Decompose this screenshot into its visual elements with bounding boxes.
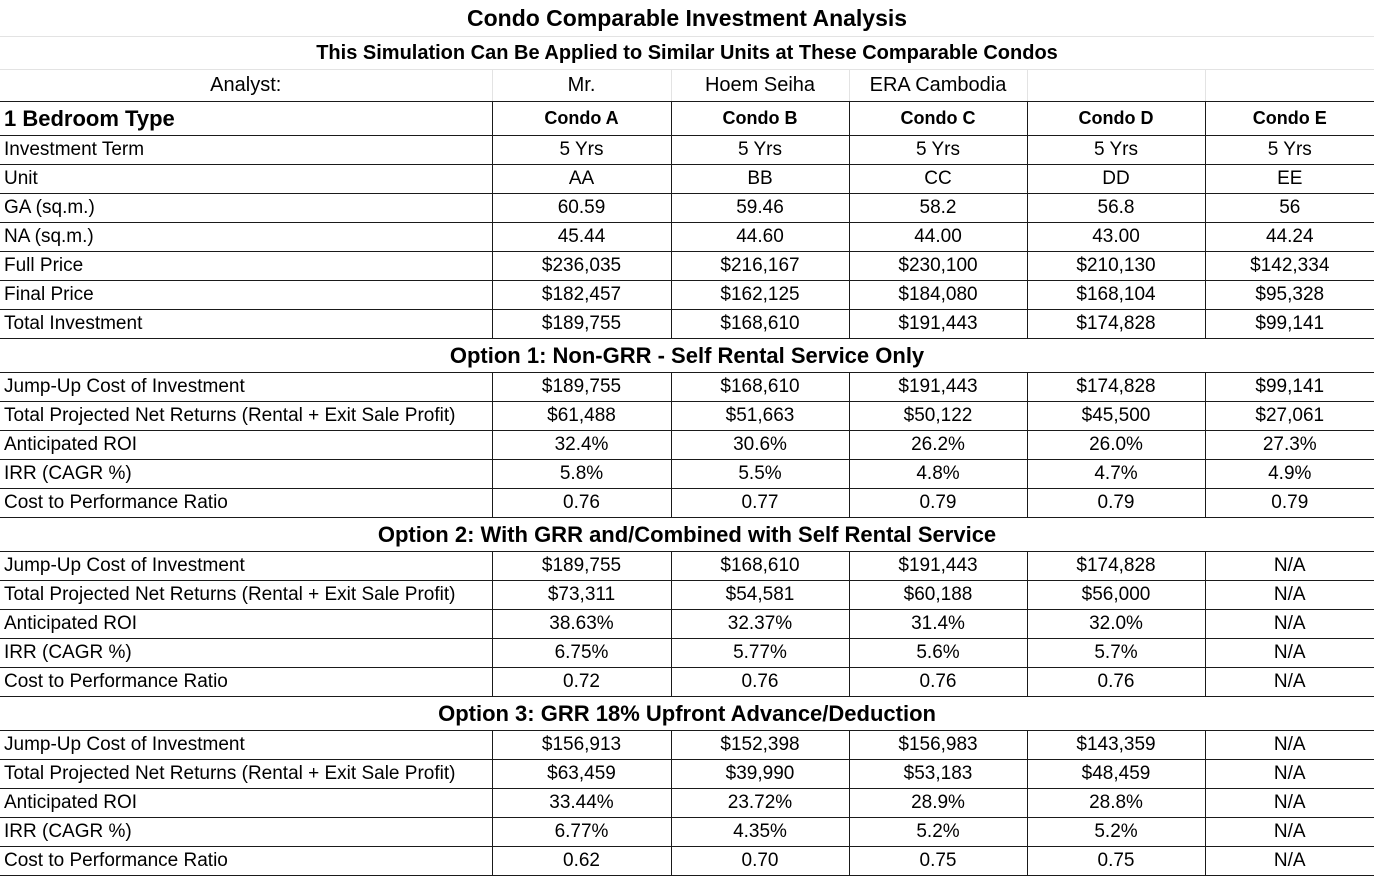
section-title[interactable]: Option 2: With GRR and/Combined with Self Rental Service (0, 518, 1374, 552)
table-row (0, 165, 1374, 194)
value-cell[interactable]: 0.79 (1027, 489, 1205, 518)
value-cell[interactable]: N/A (1205, 731, 1374, 760)
value-cell[interactable]: $191,443 (849, 310, 1027, 339)
value-cell[interactable]: 4.7% (1027, 460, 1205, 489)
row-label[interactable]: Jump-Up Cost of Investment (0, 731, 492, 760)
value-cell[interactable]: 26.0% (1027, 431, 1205, 460)
value-cell[interactable]: 0.79 (1205, 489, 1374, 518)
value-cell[interactable]: 44.60 (671, 223, 849, 252)
header-row (0, 102, 1374, 136)
value-cell[interactable]: $191,443 (849, 373, 1027, 402)
value-cell[interactable]: $156,913 (492, 731, 671, 760)
value-cell[interactable]: $56,000 (1027, 581, 1205, 610)
value-cell[interactable]: $216,167 (671, 252, 849, 281)
value-cell[interactable]: 28.8% (1027, 789, 1205, 818)
value-cell[interactable]: 4.9% (1205, 460, 1374, 489)
value-cell[interactable]: $73,311 (492, 581, 671, 610)
table-row (0, 760, 1374, 789)
value-cell[interactable]: $54,581 (671, 581, 849, 610)
row-label[interactable]: Total Investment (0, 310, 492, 339)
table-row (0, 731, 1374, 760)
value-cell[interactable]: 44.00 (849, 223, 1027, 252)
value-cell[interactable]: 23.72% (671, 789, 849, 818)
value-cell[interactable]: 0.70 (671, 847, 849, 876)
value-cell[interactable]: $174,828 (1027, 552, 1205, 581)
value-cell[interactable]: $27,061 (1205, 402, 1374, 431)
value-cell[interactable]: BB (671, 165, 849, 194)
row-label[interactable]: Cost to Performance Ratio (0, 668, 492, 697)
value-cell[interactable]: 0.72 (492, 668, 671, 697)
table-row (0, 581, 1374, 610)
row-label[interactable]: Investment Term (0, 136, 492, 165)
value-cell[interactable]: EE (1205, 165, 1374, 194)
row-label[interactable]: Jump-Up Cost of Investment (0, 552, 492, 581)
table-row (0, 431, 1374, 460)
value-cell[interactable]: $60,188 (849, 581, 1027, 610)
value-cell[interactable]: 0.76 (1027, 668, 1205, 697)
subtitle-row (0, 37, 1374, 70)
value-cell[interactable]: $174,828 (1027, 310, 1205, 339)
section-header-row (0, 518, 1374, 552)
value-cell[interactable]: 5.2% (849, 818, 1027, 847)
row-label[interactable]: Final Price (0, 281, 492, 310)
value-cell[interactable]: 31.4% (849, 610, 1027, 639)
value-cell[interactable]: AA (492, 165, 671, 194)
table-row (0, 847, 1374, 876)
value-cell[interactable]: 44.24 (1205, 223, 1374, 252)
empty-cell[interactable] (1205, 70, 1374, 102)
value-cell[interactable]: 0.77 (671, 489, 849, 518)
row-label[interactable]: IRR (CAGR %) (0, 460, 492, 489)
value-cell[interactable]: 58.2 (849, 194, 1027, 223)
table-row (0, 373, 1374, 402)
section-title[interactable]: Option 3: GRR 18% Upfront Advance/Deduction (0, 697, 1374, 731)
row-label[interactable]: Anticipated ROI (0, 789, 492, 818)
value-cell[interactable]: N/A (1205, 789, 1374, 818)
value-cell[interactable]: 6.77% (492, 818, 671, 847)
empty-cell[interactable] (1027, 70, 1205, 102)
value-cell[interactable]: $48,459 (1027, 760, 1205, 789)
value-cell[interactable]: 32.4% (492, 431, 671, 460)
value-cell[interactable]: $152,398 (671, 731, 849, 760)
value-cell[interactable]: N/A (1205, 552, 1374, 581)
table-row (0, 789, 1374, 818)
value-cell[interactable]: $99,141 (1205, 373, 1374, 402)
header-condo-d[interactable]: Condo D (1027, 102, 1205, 136)
sheet-subtitle[interactable]: This Simulation Can Be Applied to Similar Units at These Comparable Condos (0, 37, 1374, 70)
value-cell[interactable]: $99,141 (1205, 310, 1374, 339)
value-cell[interactable]: $168,610 (671, 310, 849, 339)
value-cell[interactable]: $174,828 (1027, 373, 1205, 402)
value-cell[interactable]: $189,755 (492, 310, 671, 339)
row-label[interactable]: Cost to Performance Ratio (0, 489, 492, 518)
row-label[interactable]: Total Projected Net Returns (Rental + Exit Sale Profit) (0, 402, 492, 431)
value-cell[interactable]: 30.6% (671, 431, 849, 460)
row-label[interactable]: Jump-Up Cost of Investment (0, 373, 492, 402)
analyst-company[interactable]: ERA Cambodia (849, 70, 1027, 102)
value-cell[interactable]: 5.5% (671, 460, 849, 489)
value-cell[interactable]: 26.2% (849, 431, 1027, 460)
section-header-row (0, 697, 1374, 731)
title-row (0, 0, 1374, 37)
value-cell[interactable]: 45.44 (492, 223, 671, 252)
value-cell[interactable]: 6.75% (492, 639, 671, 668)
value-cell[interactable]: $189,755 (492, 373, 671, 402)
value-cell[interactable]: 5 Yrs (1205, 136, 1374, 165)
value-cell[interactable]: DD (1027, 165, 1205, 194)
table-row (0, 194, 1374, 223)
sheet-title[interactable]: Condo Comparable Investment Analysis (0, 0, 1374, 37)
value-cell[interactable]: $95,328 (1205, 281, 1374, 310)
table-row (0, 552, 1374, 581)
row-label[interactable]: IRR (CAGR %) (0, 818, 492, 847)
value-cell[interactable]: 60.59 (492, 194, 671, 223)
value-cell[interactable]: $210,130 (1027, 252, 1205, 281)
value-cell[interactable]: 28.9% (849, 789, 1027, 818)
value-cell[interactable]: 0.79 (849, 489, 1027, 518)
value-cell[interactable]: 4.35% (671, 818, 849, 847)
row-label[interactable]: GA (sq.m.) (0, 194, 492, 223)
value-cell[interactable]: 56.8 (1027, 194, 1205, 223)
row-label[interactable]: Full Price (0, 252, 492, 281)
value-cell[interactable]: $50,122 (849, 402, 1027, 431)
table-row (0, 310, 1374, 339)
table-row (0, 223, 1374, 252)
value-cell[interactable]: 5.77% (671, 639, 849, 668)
table-row (0, 252, 1374, 281)
value-cell[interactable]: 0.76 (492, 489, 671, 518)
value-cell[interactable]: 0.62 (492, 847, 671, 876)
row-label[interactable]: NA (sq.m.) (0, 223, 492, 252)
value-cell[interactable]: $189,755 (492, 552, 671, 581)
table-row (0, 610, 1374, 639)
value-cell[interactable]: $162,125 (671, 281, 849, 310)
header-condo-e[interactable]: Condo E (1205, 102, 1374, 136)
value-cell[interactable]: 5 Yrs (1027, 136, 1205, 165)
value-cell[interactable]: $236,035 (492, 252, 671, 281)
value-cell[interactable]: CC (849, 165, 1027, 194)
analyst-row (0, 70, 1374, 102)
value-cell[interactable]: $63,459 (492, 760, 671, 789)
value-cell[interactable]: 0.76 (671, 668, 849, 697)
value-cell[interactable]: $51,663 (671, 402, 849, 431)
row-label[interactable]: Cost to Performance Ratio (0, 847, 492, 876)
analyst-title[interactable]: Mr. (492, 70, 671, 102)
value-cell[interactable]: N/A (1205, 847, 1374, 876)
header-condo-b[interactable]: Condo B (671, 102, 849, 136)
value-cell[interactable]: 38.63% (492, 610, 671, 639)
value-cell[interactable]: $168,610 (671, 373, 849, 402)
section-title[interactable]: Option 1: Non-GRR - Self Rental Service Only (0, 339, 1374, 373)
row-type-label[interactable]: 1 Bedroom Type (0, 102, 492, 136)
value-cell[interactable]: $61,488 (492, 402, 671, 431)
value-cell[interactable]: N/A (1205, 818, 1374, 847)
value-cell[interactable]: 5 Yrs (492, 136, 671, 165)
value-cell[interactable]: 4.8% (849, 460, 1027, 489)
value-cell[interactable]: $191,443 (849, 552, 1027, 581)
value-cell[interactable]: $182,457 (492, 281, 671, 310)
value-cell[interactable]: 0.75 (849, 847, 1027, 876)
value-cell[interactable]: $45,500 (1027, 402, 1205, 431)
table-row (0, 668, 1374, 697)
value-cell[interactable]: 5.8% (492, 460, 671, 489)
value-cell[interactable]: N/A (1205, 581, 1374, 610)
value-cell[interactable]: 5.7% (1027, 639, 1205, 668)
value-cell[interactable]: N/A (1205, 639, 1374, 668)
value-cell[interactable]: $142,334 (1205, 252, 1374, 281)
row-label[interactable]: IRR (CAGR %) (0, 639, 492, 668)
value-cell[interactable]: $168,104 (1027, 281, 1205, 310)
row-label[interactable]: Anticipated ROI (0, 431, 492, 460)
value-cell[interactable]: 27.3% (1205, 431, 1374, 460)
table-row (0, 136, 1374, 165)
value-cell[interactable]: $168,610 (671, 552, 849, 581)
value-cell[interactable]: $53,183 (849, 760, 1027, 789)
row-label[interactable]: Anticipated ROI (0, 610, 492, 639)
value-cell[interactable]: $230,100 (849, 252, 1027, 281)
value-cell[interactable]: 56 (1205, 194, 1374, 223)
header-condo-a[interactable]: Condo A (492, 102, 671, 136)
value-cell[interactable]: $143,359 (1027, 731, 1205, 760)
value-cell[interactable]: 5 Yrs (671, 136, 849, 165)
value-cell[interactable]: 0.76 (849, 668, 1027, 697)
row-label[interactable]: Unit (0, 165, 492, 194)
row-label[interactable]: Total Projected Net Returns (Rental + Exit Sale Profit) (0, 760, 492, 789)
value-cell[interactable]: 43.00 (1027, 223, 1205, 252)
value-cell[interactable]: N/A (1205, 760, 1374, 789)
table-row (0, 402, 1374, 431)
table-row (0, 489, 1374, 518)
table-row (0, 639, 1374, 668)
value-cell[interactable]: 33.44% (492, 789, 671, 818)
header-condo-c[interactable]: Condo C (849, 102, 1027, 136)
value-cell[interactable]: N/A (1205, 610, 1374, 639)
value-cell[interactable]: 32.37% (671, 610, 849, 639)
value-cell[interactable]: 32.0% (1027, 610, 1205, 639)
value-cell[interactable]: $156,983 (849, 731, 1027, 760)
value-cell[interactable]: 5.2% (1027, 818, 1205, 847)
value-cell[interactable]: 5 Yrs (849, 136, 1027, 165)
value-cell[interactable]: $184,080 (849, 281, 1027, 310)
value-cell[interactable]: 5.6% (849, 639, 1027, 668)
table-row (0, 818, 1374, 847)
row-label[interactable]: Total Projected Net Returns (Rental + Exit Sale Profit) (0, 581, 492, 610)
analyst-label[interactable]: Analyst: (0, 70, 492, 102)
value-cell[interactable]: N/A (1205, 668, 1374, 697)
table-row (0, 281, 1374, 310)
analyst-name[interactable]: Hoem Seiha (671, 70, 849, 102)
section-header-row (0, 339, 1374, 373)
value-cell[interactable]: $39,990 (671, 760, 849, 789)
value-cell[interactable]: 0.75 (1027, 847, 1205, 876)
value-cell[interactable]: 59.46 (671, 194, 849, 223)
table-row (0, 460, 1374, 489)
